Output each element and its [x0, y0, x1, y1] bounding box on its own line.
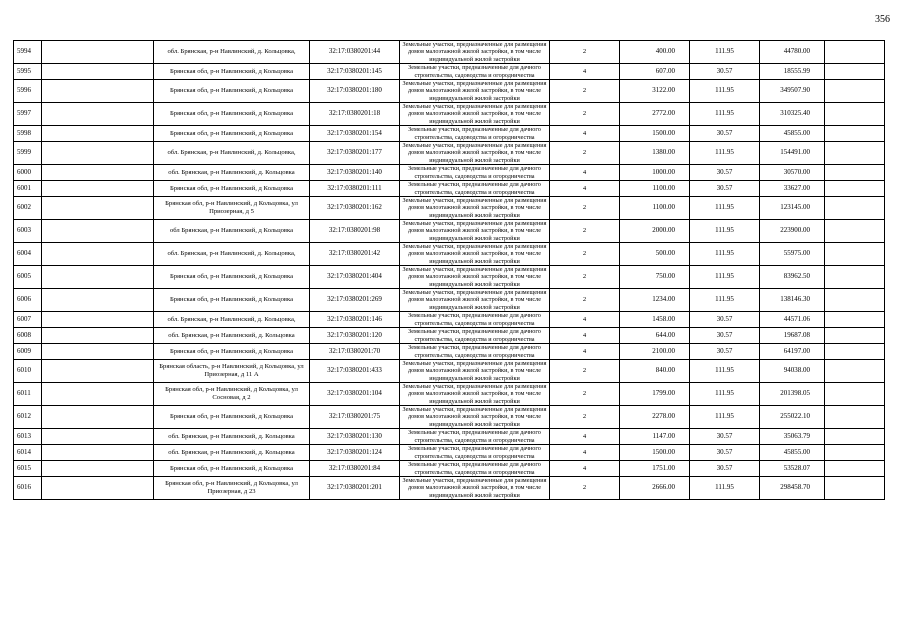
row-number: 6004: [14, 243, 42, 266]
land-use-cell: Земельные участки, предназначенные для дачного строительства, садоводства и огородничества: [400, 328, 550, 344]
address-cell: Брянская обл, р-н Навлинский, д Кольцовка, ул Сосновая, д 2: [154, 383, 310, 406]
table-row: [14, 103, 885, 126]
area-cell: 840.00: [620, 360, 690, 383]
cadastral-value-cell: 45855.00: [760, 126, 825, 142]
specific-value-cell: 111.95: [690, 360, 760, 383]
cadastral-number-cell: 32:17:0380201:75: [310, 406, 400, 429]
blank-cell: [42, 266, 154, 289]
land-use-cell: Земельные участки, предназначенные для размещения домов малоэтажной жилой застройки, в том числе индивидуальной жилой застройки: [400, 142, 550, 165]
cadastral-value-cell: 30570.00: [760, 165, 825, 181]
table-row: [14, 477, 885, 500]
blank-cell: [42, 429, 154, 445]
area-cell: 1100.00: [620, 197, 690, 220]
specific-value-cell: 30.57: [690, 429, 760, 445]
table-row: [14, 429, 885, 445]
area-cell: 1458.00: [620, 312, 690, 328]
cadastral-value-cell: 154491.00: [760, 142, 825, 165]
blank-cell: [42, 64, 154, 80]
cadastral-value-cell: 349507.90: [760, 80, 825, 103]
empty-cell: [825, 289, 885, 312]
land-use-cell: Земельные участки, предназначенные для дачного строительства, садоводства и огородничества: [400, 429, 550, 445]
blank-cell: [42, 181, 154, 197]
cadastral-value-cell: 64197.00: [760, 344, 825, 360]
address-cell: Брянская обл, р-н Навлинский, д Кольцовка: [154, 126, 310, 142]
specific-value-cell: 30.57: [690, 461, 760, 477]
address-cell: обл. Брянская, р-н Навлинский, д. Кольцовка,: [154, 312, 310, 328]
land-use-cell: Земельные участки, предназначенные для дачного строительства, садоводства и огородничества: [400, 312, 550, 328]
address-cell: Брянская обл, р-н Навлинский, д Кольцовка: [154, 181, 310, 197]
blank-cell: [42, 383, 154, 406]
cadastral-value-cell: 298458.70: [760, 477, 825, 500]
table-row: [14, 360, 885, 383]
specific-value-cell: 111.95: [690, 383, 760, 406]
blank-cell: [42, 243, 154, 266]
group-number-cell: 2: [550, 266, 620, 289]
table-row: [14, 142, 885, 165]
table-row: [14, 383, 885, 406]
empty-cell: [825, 328, 885, 344]
group-number-cell: 4: [550, 312, 620, 328]
cadastral-value-cell: 44571.06: [760, 312, 825, 328]
land-use-cell: Земельные участки, предназначенные для размещения домов малоэтажной жилой застройки, в том числе индивидуальной жилой застройки: [400, 360, 550, 383]
cadastral-value-cell: 44780.00: [760, 41, 825, 64]
table-row: [14, 289, 885, 312]
blank-cell: [42, 41, 154, 64]
blank-cell: [42, 80, 154, 103]
group-number-cell: 2: [550, 383, 620, 406]
address-cell: Брянская обл, р-н Навлинский, д Кольцовка, ул Приозерная, д 23: [154, 477, 310, 500]
area-cell: 3122.00: [620, 80, 690, 103]
cadastral-value-cell: 55975.00: [760, 243, 825, 266]
table-row: [14, 312, 885, 328]
cadastral-value-cell: 35063.79: [760, 429, 825, 445]
group-number-cell: 2: [550, 406, 620, 429]
table-row: [14, 445, 885, 461]
land-use-cell: Земельные участки, предназначенные для дачного строительства, садоводства и огородничества: [400, 165, 550, 181]
group-number-cell: 2: [550, 243, 620, 266]
address-cell: Брянская обл, р-н Навлинский, д Кольцовка, ул Приозерная, д 5: [154, 197, 310, 220]
cadastral-number-cell: 32:17:0380201:98: [310, 220, 400, 243]
address-cell: обл. Брянская, р-н Навлинский, д. Кольцовка: [154, 165, 310, 181]
cadastral-number-cell: 32:17:0380201:154: [310, 126, 400, 142]
row-number: 6016: [14, 477, 42, 500]
blank-cell: [42, 126, 154, 142]
group-number-cell: 4: [550, 126, 620, 142]
area-cell: 2666.00: [620, 477, 690, 500]
cadastral-value-cell: 33627.00: [760, 181, 825, 197]
empty-cell: [825, 80, 885, 103]
table-row: [14, 181, 885, 197]
area-cell: 1751.00: [620, 461, 690, 477]
group-number-cell: 4: [550, 445, 620, 461]
cadastral-number-cell: 32:17:0380201:70: [310, 344, 400, 360]
cadastral-value-cell: 310325.40: [760, 103, 825, 126]
land-use-cell: Земельные участки, предназначенные для размещения домов малоэтажной жилой застройки, в том числе индивидуальной жилой застройки: [400, 477, 550, 500]
blank-cell: [42, 142, 154, 165]
area-cell: 1000.00: [620, 165, 690, 181]
cadastral-number-cell: 32:17:0380201:44: [310, 41, 400, 64]
specific-value-cell: 111.95: [690, 142, 760, 165]
specific-value-cell: 111.95: [690, 197, 760, 220]
empty-cell: [825, 64, 885, 80]
area-cell: 2100.00: [620, 344, 690, 360]
area-cell: 1234.00: [620, 289, 690, 312]
cadastral-number-cell: 32:17:0380201:404: [310, 266, 400, 289]
cadastral-number-cell: 32:17:0380201:269: [310, 289, 400, 312]
table-row: [14, 165, 885, 181]
row-number: 6014: [14, 445, 42, 461]
land-use-cell: Земельные участки, предназначенные для размещения домов малоэтажной жилой застройки, в том числе индивидуальной жилой застройки: [400, 41, 550, 64]
address-cell: обл. Брянская, р-н Навлинский, д. Кольцовка,: [154, 243, 310, 266]
specific-value-cell: 111.95: [690, 266, 760, 289]
empty-cell: [825, 142, 885, 165]
address-cell: Брянская обл, р-н Навлинский, д Кольцовка: [154, 266, 310, 289]
address-cell: Брянская обл, р-н Навлинский, д Кольцовка: [154, 64, 310, 80]
table-row: [14, 328, 885, 344]
table-row: [14, 64, 885, 80]
empty-cell: [825, 445, 885, 461]
blank-cell: [42, 344, 154, 360]
row-number: 6007: [14, 312, 42, 328]
empty-cell: [825, 243, 885, 266]
empty-cell: [825, 383, 885, 406]
address-cell: Брянская обл, р-н Навлинский, д Кольцовка: [154, 80, 310, 103]
area-cell: 500.00: [620, 243, 690, 266]
address-cell: обл. Брянская, р-н Навлинский, д. Кольцовка: [154, 429, 310, 445]
address-cell: обл. Брянская, р-н Навлинский, д. Кольцовка: [154, 445, 310, 461]
cadastral-value-cell: 138146.30: [760, 289, 825, 312]
area-cell: 1799.00: [620, 383, 690, 406]
land-use-cell: Земельные участки, предназначенные для размещения домов малоэтажной жилой застройки, в том числе индивидуальной жилой застройки: [400, 80, 550, 103]
row-number: 5999: [14, 142, 42, 165]
cadastral-value-cell: 255022.10: [760, 406, 825, 429]
empty-cell: [825, 344, 885, 360]
table-row: [14, 344, 885, 360]
area-cell: 2000.00: [620, 220, 690, 243]
cadastral-value-cell: 83962.50: [760, 266, 825, 289]
specific-value-cell: 111.95: [690, 41, 760, 64]
row-number: 6012: [14, 406, 42, 429]
row-number: 5994: [14, 41, 42, 64]
group-number-cell: 2: [550, 289, 620, 312]
group-number-cell: 2: [550, 197, 620, 220]
empty-cell: [825, 220, 885, 243]
blank-cell: [42, 360, 154, 383]
land-use-cell: Земельные участки, предназначенные для размещения домов малоэтажной жилой застройки, в том числе индивидуальной жилой застройки: [400, 220, 550, 243]
row-number: 5995: [14, 64, 42, 80]
blank-cell: [42, 461, 154, 477]
land-use-cell: Земельные участки, предназначенные для дачного строительства, садоводства и огородничества: [400, 181, 550, 197]
group-number-cell: 2: [550, 103, 620, 126]
table-row: [14, 220, 885, 243]
specific-value-cell: 30.57: [690, 312, 760, 328]
empty-cell: [825, 197, 885, 220]
empty-cell: [825, 266, 885, 289]
land-use-cell: Земельные участки, предназначенные для дачного строительства, садоводства и огородничества: [400, 126, 550, 142]
empty-cell: [825, 126, 885, 142]
area-cell: 644.00: [620, 328, 690, 344]
address-cell: Брянская область, р-н Навлинский, д Кольцовка, ул Приозерная, д 11 А: [154, 360, 310, 383]
table-row: [14, 80, 885, 103]
group-number-cell: 2: [550, 220, 620, 243]
land-use-cell: Земельные участки, предназначенные для размещения домов малоэтажной жилой застройки, в том числе индивидуальной жилой застройки: [400, 406, 550, 429]
cadastral-number-cell: 32:17:0380201:130: [310, 429, 400, 445]
row-number: 6013: [14, 429, 42, 445]
empty-cell: [825, 406, 885, 429]
table-body: [14, 41, 885, 500]
specific-value-cell: 30.57: [690, 445, 760, 461]
land-use-cell: Земельные участки, предназначенные для дачного строительства, садоводства и огородничества: [400, 445, 550, 461]
area-cell: 1380.00: [620, 142, 690, 165]
row-number: 5998: [14, 126, 42, 142]
land-plots-table: [13, 40, 885, 500]
empty-cell: [825, 103, 885, 126]
group-number-cell: 2: [550, 142, 620, 165]
cadastral-number-cell: 32:17:0380201:111: [310, 181, 400, 197]
group-number-cell: 2: [550, 41, 620, 64]
area-cell: 1147.00: [620, 429, 690, 445]
row-number: 6002: [14, 197, 42, 220]
address-cell: обл. Брянская, р-н Навлинский, д. Кольцовка,: [154, 41, 310, 64]
table-row: [14, 243, 885, 266]
row-number: 6008: [14, 328, 42, 344]
specific-value-cell: 30.57: [690, 344, 760, 360]
empty-cell: [825, 429, 885, 445]
blank-cell: [42, 289, 154, 312]
area-cell: 2278.00: [620, 406, 690, 429]
empty-cell: [825, 461, 885, 477]
group-number-cell: 4: [550, 344, 620, 360]
land-use-cell: Земельные участки, предназначенные для размещения домов малоэтажной жилой застройки, в том числе индивидуальной жилой застройки: [400, 383, 550, 406]
table-row: [14, 126, 885, 142]
cadastral-value-cell: 45855.00: [760, 445, 825, 461]
address-cell: обл Брянская, р-н Навлинский, д Кольцовка: [154, 220, 310, 243]
empty-cell: [825, 477, 885, 500]
cadastral-value-cell: 18555.99: [760, 64, 825, 80]
group-number-cell: 4: [550, 429, 620, 445]
row-number: 6015: [14, 461, 42, 477]
cadastral-number-cell: 32:17:0380201:146: [310, 312, 400, 328]
page-number: 356: [875, 14, 890, 25]
specific-value-cell: 30.57: [690, 126, 760, 142]
row-number: 5997: [14, 103, 42, 126]
cadastral-number-cell: 32:17:0380201:433: [310, 360, 400, 383]
land-use-cell: Земельные участки, предназначенные для размещения домов малоэтажной жилой застройки, в том числе индивидуальной жилой застройки: [400, 103, 550, 126]
area-cell: 750.00: [620, 266, 690, 289]
specific-value-cell: 111.95: [690, 477, 760, 500]
area-cell: 1500.00: [620, 445, 690, 461]
specific-value-cell: 111.95: [690, 103, 760, 126]
row-number: 6011: [14, 383, 42, 406]
cadastral-number-cell: 32:17:0380201:201: [310, 477, 400, 500]
cadastral-number-cell: 32:17:0380201:177: [310, 142, 400, 165]
group-number-cell: 4: [550, 181, 620, 197]
cadastral-number-cell: 32:17:0380201:162: [310, 197, 400, 220]
land-use-cell: Земельные участки, предназначенные для дачного строительства, садоводства и огородничества: [400, 64, 550, 80]
specific-value-cell: 111.95: [690, 406, 760, 429]
cadastral-number-cell: 32:17:0380201:104: [310, 383, 400, 406]
empty-cell: [825, 165, 885, 181]
empty-cell: [825, 360, 885, 383]
empty-cell: [825, 181, 885, 197]
blank-cell: [42, 197, 154, 220]
specific-value-cell: 111.95: [690, 243, 760, 266]
group-number-cell: 2: [550, 477, 620, 500]
specific-value-cell: 30.57: [690, 165, 760, 181]
blank-cell: [42, 445, 154, 461]
specific-value-cell: 111.95: [690, 289, 760, 312]
land-use-cell: Земельные участки, предназначенные для размещения домов малоэтажной жилой застройки, в том числе индивидуальной жилой застройки: [400, 266, 550, 289]
address-cell: Брянская обл, р-н Навлинский, д Кольцовка: [154, 461, 310, 477]
empty-cell: [825, 41, 885, 64]
land-use-cell: Земельные участки, предназначенные для размещения домов малоэтажной жилой застройки, в том числе индивидуальной жилой застройки: [400, 243, 550, 266]
group-number-cell: 4: [550, 461, 620, 477]
table-row: [14, 197, 885, 220]
cadastral-value-cell: 53528.07: [760, 461, 825, 477]
blank-cell: [42, 165, 154, 181]
group-number-cell: 2: [550, 80, 620, 103]
cadastral-number-cell: 32:17:0380201:145: [310, 64, 400, 80]
cadastral-number-cell: 32:17:0380201:124: [310, 445, 400, 461]
address-cell: Брянская обл, р-н Навлинский, д Кольцовка: [154, 406, 310, 429]
group-number-cell: 4: [550, 165, 620, 181]
row-number: 6009: [14, 344, 42, 360]
cadastral-value-cell: 223900.00: [760, 220, 825, 243]
group-number-cell: 4: [550, 328, 620, 344]
land-use-cell: Земельные участки, предназначенные для размещения домов малоэтажной жилой застройки, в том числе индивидуальной жилой застройки: [400, 197, 550, 220]
specific-value-cell: 30.57: [690, 64, 760, 80]
land-use-cell: Земельные участки, предназначенные для дачного строительства, садоводства и огородничества: [400, 344, 550, 360]
row-number: 6000: [14, 165, 42, 181]
specific-value-cell: 111.95: [690, 220, 760, 243]
area-cell: 400.00: [620, 41, 690, 64]
table-row: [14, 266, 885, 289]
table-row: [14, 406, 885, 429]
blank-cell: [42, 477, 154, 500]
land-use-cell: Земельные участки, предназначенные для дачного строительства, садоводства и огородничества: [400, 461, 550, 477]
row-number: 6006: [14, 289, 42, 312]
address-cell: Брянская обл, р-н Навлинский, д Кольцовка: [154, 289, 310, 312]
row-number: 6005: [14, 266, 42, 289]
blank-cell: [42, 328, 154, 344]
address-cell: Брянская обл, р-н Навлинский, д Кольцовка: [154, 103, 310, 126]
blank-cell: [42, 103, 154, 126]
row-number: 5996: [14, 80, 42, 103]
area-cell: 607.00: [620, 64, 690, 80]
cadastral-value-cell: 94038.00: [760, 360, 825, 383]
group-number-cell: 4: [550, 64, 620, 80]
table-row: [14, 41, 885, 64]
cadastral-number-cell: 32:17:0380201:42: [310, 243, 400, 266]
row-number: 6003: [14, 220, 42, 243]
row-number: 6010: [14, 360, 42, 383]
blank-cell: [42, 312, 154, 328]
cadastral-number-cell: 32:17:0380201:140: [310, 165, 400, 181]
land-use-cell: Земельные участки, предназначенные для размещения домов малоэтажной жилой застройки, в том числе индивидуальной жилой застройки: [400, 289, 550, 312]
row-number: 6001: [14, 181, 42, 197]
blank-cell: [42, 406, 154, 429]
specific-value-cell: 30.57: [690, 328, 760, 344]
empty-cell: [825, 312, 885, 328]
specific-value-cell: 30.57: [690, 181, 760, 197]
table-row: [14, 461, 885, 477]
cadastral-number-cell: 32:17:0380201:180: [310, 80, 400, 103]
address-cell: обл. Брянская, р-н Навлинский, д. Кольцовка: [154, 328, 310, 344]
cadastral-number-cell: 32:17:0380201:84: [310, 461, 400, 477]
cadastral-number-cell: 32:17:0380201:120: [310, 328, 400, 344]
specific-value-cell: 111.95: [690, 80, 760, 103]
cadastral-value-cell: 201398.05: [760, 383, 825, 406]
area-cell: 1100.00: [620, 181, 690, 197]
address-cell: обл. Брянская, р-н Навлинский, д. Кольцовка,: [154, 142, 310, 165]
area-cell: 2772.00: [620, 103, 690, 126]
cadastral-number-cell: 32:17:0380201:18: [310, 103, 400, 126]
cadastral-value-cell: 123145.00: [760, 197, 825, 220]
blank-cell: [42, 220, 154, 243]
area-cell: 1500.00: [620, 126, 690, 142]
cadastral-value-cell: 19687.08: [760, 328, 825, 344]
address-cell: Брянская обл, р-н Навлинский, д Кольцовка: [154, 344, 310, 360]
group-number-cell: 2: [550, 360, 620, 383]
